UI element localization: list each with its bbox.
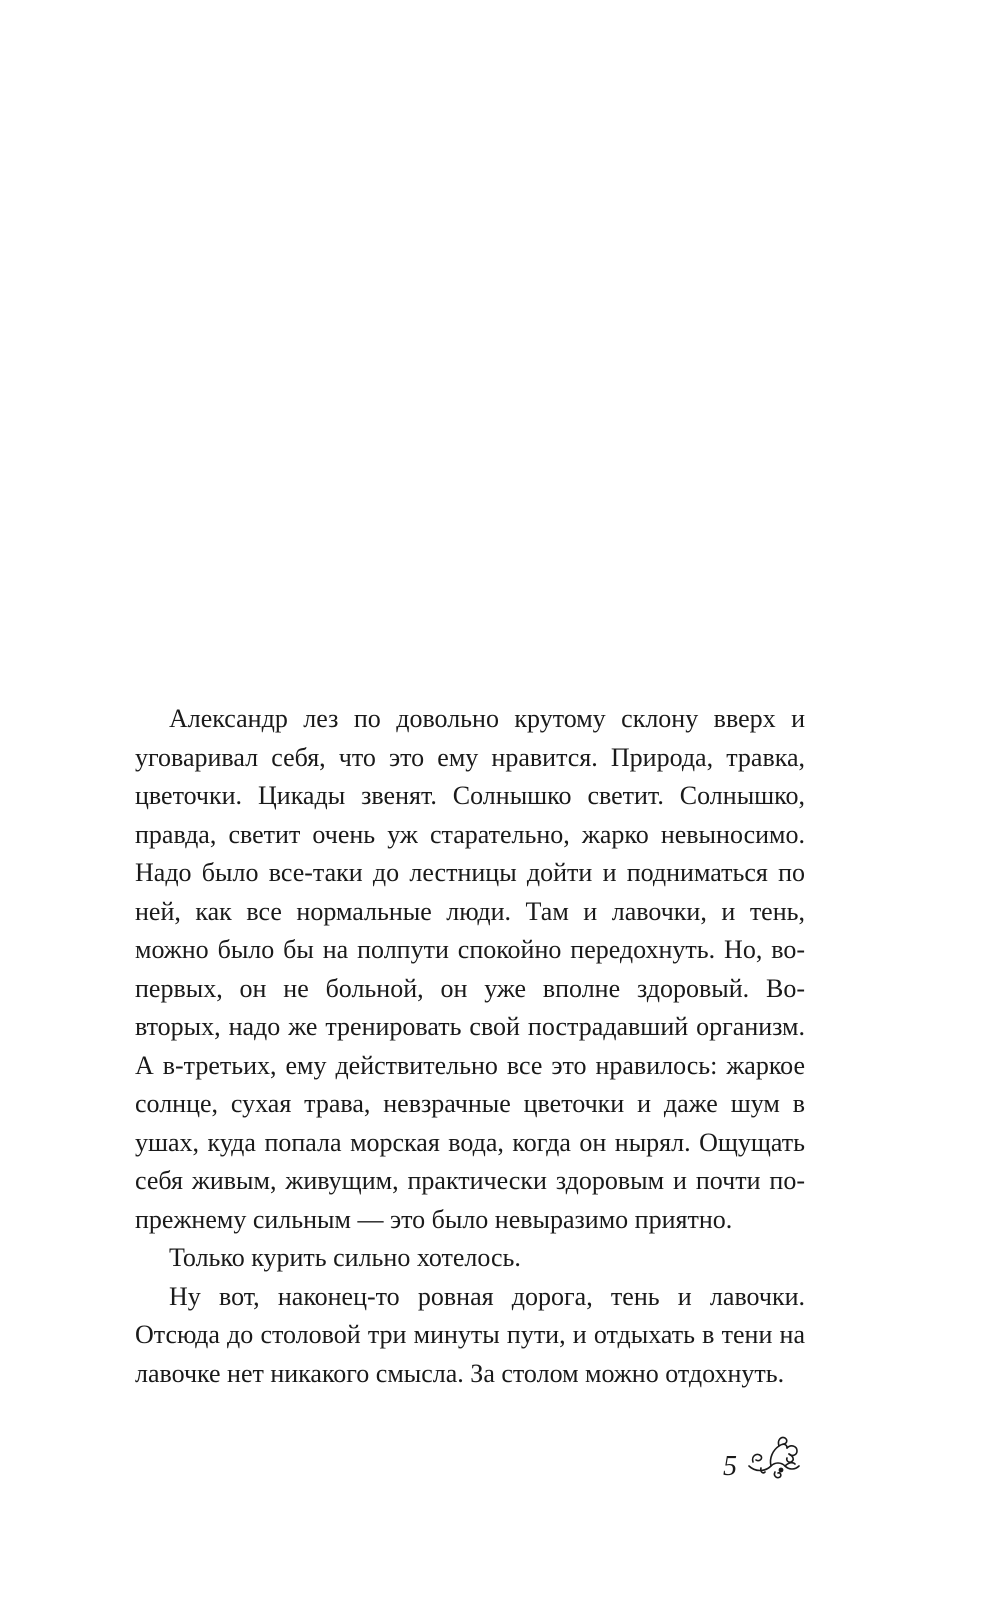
body-text — [135, 700, 805, 1393]
page-footer — [723, 1432, 805, 1482]
paragraph-2: Только курить сильно хотелось. — [169, 1243, 521, 1272]
page-number: 5 — [723, 1451, 737, 1482]
paragraph-3: Ну вот, наконец-то ровная дорога, тень и лавочки. Отсюда до столовой три минуты пути, и отдыхать в тени на лавочке нет никакого смысла. За столом можно отдохнуть. — [135, 1281, 805, 1388]
paragraph-1: Александр лез по довольно крутому склону вверх и уговаривал себя, что это ему нравится. Природа, травка, цветочки. Цикады звенят. Солнышко светит. Солнышко, правда, светит очень уж старательно, жарко невыносимо. Надо было все-таки до лестницы дойти и подниматься по ней, как все нормальные люди. Там и лавочки, и тень, можно было бы на полпути спокойно передохнуть. Но, во-первых, он не больной, он уже вполне здоровый. Во-вторых, надо же тренировать свой пострадавший организм. А в-третьих, ему действительно все это нравилось: жаркое солнце, сухая трава, невзрачные цветочки и даже шум в ушах, куда попала морская вода, когда он нырял. Ощущать себя живым, живущим, практически здоровым и почти по-прежнему сильным — это было невыразимо приятно. — [135, 704, 805, 1234]
floral-ornament-icon — [745, 1432, 805, 1482]
